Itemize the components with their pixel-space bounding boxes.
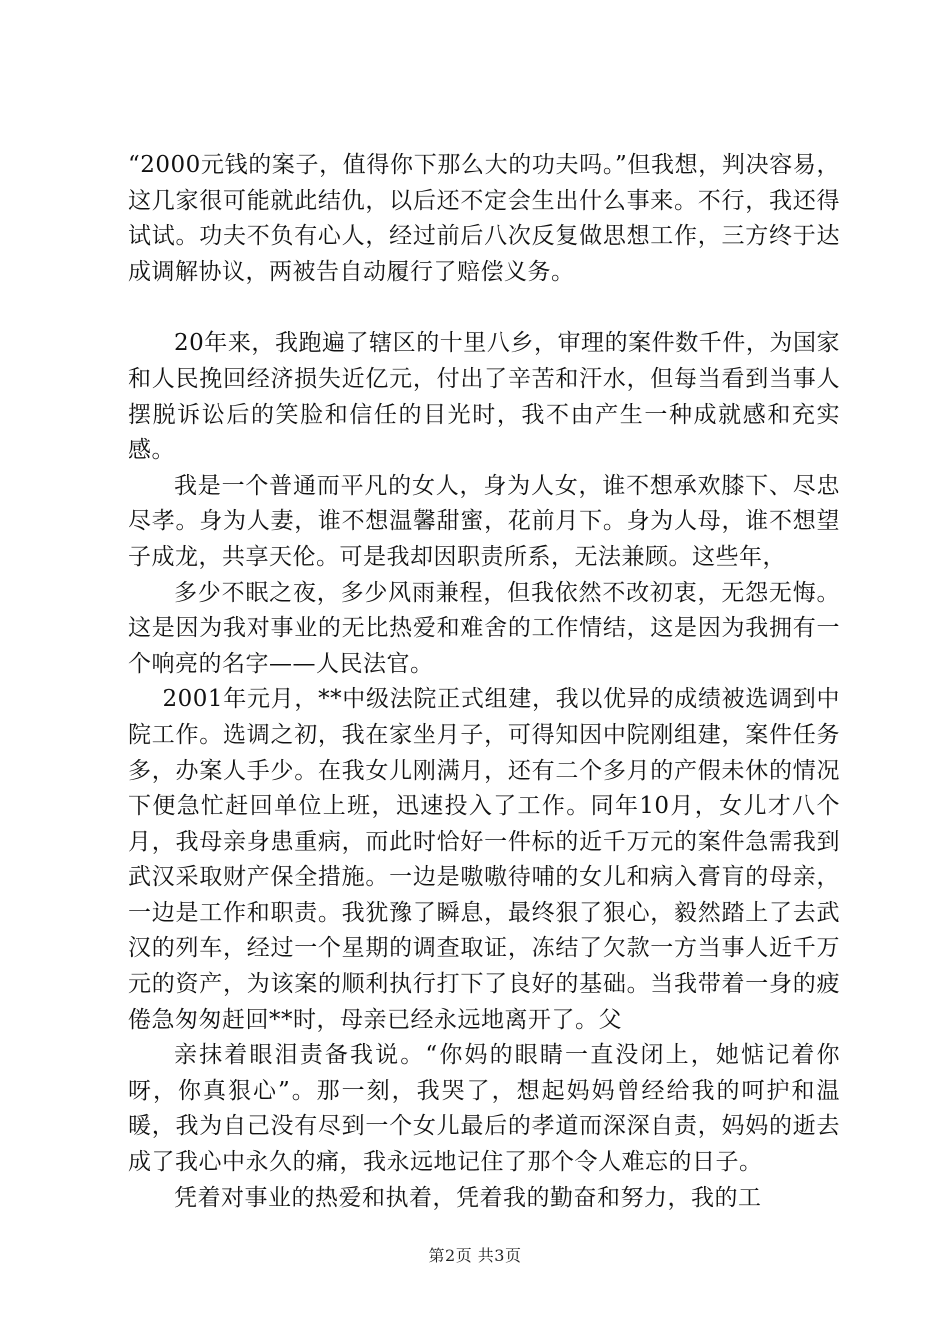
paragraph-4: 多少不眠之夜，多少风雨兼程，但我依然不改初衷，无怨无悔。这是因为我对事业的无比热爱和难舍的工作情结，这是因为我拥有一个响亮的名字——人民法官。 [128,579,840,677]
page-number-footer: 第2页 共3页 [428,1246,522,1265]
paragraph-2: 20年来，我跑遍了辖区的十里八乡，审理的案件数千件，为国家和人民挽回经济损失近亿元，付出了辛苦和汗水，但每当看到当事人摆脱诉讼后的笑脸和信任的目光时，我不由产生一种成就感和充实感。 [128,330,840,464]
paragraph-6: 亲抹着眼泪责备我说。“你妈的眼睛一直没闭上，她惦记着你呀，你真狠心”。那一刻，我哭了，想起妈妈曾经给我的呵护和温暖，我为自己没有尽到一个女儿最后的孝道而深深自责，妈妈的逝去成了我心中永久的痛，我永远地记住了那个令人难忘的日子。 [128,1042,840,1176]
paragraph-3: 我是一个普通而平凡的女人，身为人女，谁不想承欢膝下、尽忠尽孝。身为人妻，谁不想温馨甜蜜，花前月下。身为人母，谁不想望子成龙，共享天伦。可是我却因职责所系，无法兼顾。这些年， [128,472,840,570]
paragraph-7: 凭着对事业的热爱和执着，凭着我的勤奋和努力，我的工 [174,1184,762,1211]
document-body [128,148,840,1216]
paragraph-5: 2001年元月，**中级法院正式组建，我以优异的成绩被选调到中院工作。选调之初，我在家坐月子，可得知因中院刚组建，案件任务多，办案人手少。在我女儿刚满月，还有二个多月的产假未休的情况下便急忙赶回单位上班，迅速投入了工作。同年10月，女儿才八个月，我母亲身患重病，而此时恰好一件标的近千万元的案件急需我到武汉采取财产保全措施。一边是嗷嗷待哺的女儿和病入膏肓的母亲，一边是工作和职责。我犹豫了瞬息，最终狠了狠心，毅然踏上了去武汉的列车，经过一个星期的调查取证，冻结了欠款一方当事人近千万元的资产，为该案的顺利执行打下了良好的基础。当我带着一身的疲倦急匆匆赶回**时，母亲已经永远地离开了。父 [128,686,840,1033]
paragraph-1: “2000元钱的案子，值得你下那么大的功夫吗。”但我想，判决容易，这几家很可能就此结仇，以后还不定会生出什么事来。不行，我还得试试。功夫不负有心人，经过前后八次反复做思想工作，三方终于达成调解协议，两被告自动履行了赔偿义务。 [128,152,840,285]
